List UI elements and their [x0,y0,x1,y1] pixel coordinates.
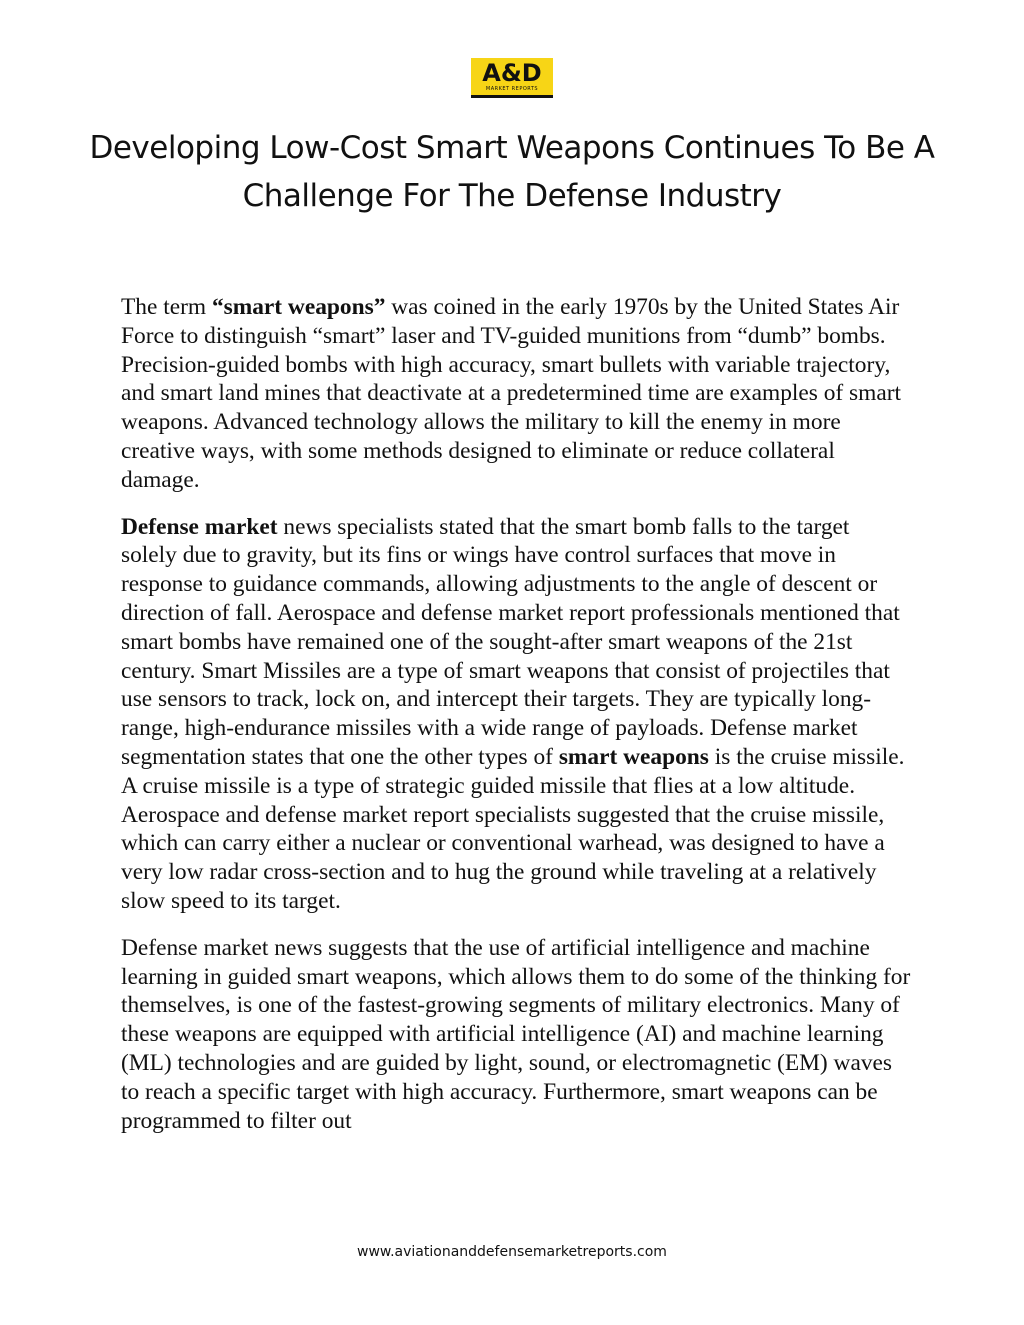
paragraph-2 [121,513,911,916]
paragraph-2-bold-1: Defense market [121,513,278,540]
paragraph-1-bold: “smart weapons” [211,294,386,320]
paragraph-2-text-1: news specialists stated that the smart bomb falls to the target solely due to gravity, but its fins or wings have control surfaces that move in response to guidance commands, allowing adjustments to the angle of descent or direction of fall. Aerospace and defense market report professionals mentioned that smart bombs have remained one of the sought-after smart weapons of the 21st century. Smart Missiles are a type of smart weapons that consist of projectiles that use sensors to track, lock on, and intercept their targets. They are typically long-range, high-endurance missiles with a wide range of payloads. Defense market segmentation states that one the other types of [121,513,900,770]
article-body [121,293,911,1153]
paragraph-1-rest: was coined in the early 1970s by the United States Air Force to distinguish “smart” laser and TV-guided munitions from “dumb” bombs. Precision-guided bombs with high accuracy, smart bullets with variable trajectory, and smart land mines that deactivate at a predetermined time are examples of smart weapons. Advanced technology allows the military to kill the enemy in more creative ways, with some methods designed to eliminate or reduce collateral damage. [121,294,902,493]
paragraph-3 [121,934,911,1136]
paragraph-1-lead: The term [121,294,212,320]
logo-mark: A&D [482,59,542,87]
page-title: Developing Low-Cost Smart Weapons Continues To Be A Challenge For The Defense Industry [89,130,935,214]
paragraph-3-text: Defense market news suggests that the use of artificial intelligence and machine learning in guided smart weapons, which allows them to do some of the thinking for themselves, is one of the fastest-growing segments of military electronics. Many of these weapons are equipped with artificial intelligence (AI) and machine learning (ML) technologies and are guided by light, sound, or electromagnetic (EM) waves to reach a specific target with high accuracy. Furthermore, smart weapons can be programmed to filter out [121,934,911,1134]
paragraph-2-bold-2: smart weapons [558,743,709,770]
footer-url: www.aviationanddefensemarketreports.com [357,1244,667,1260]
logo-subtext: MARKET REPORTS [485,86,539,92]
paragraph-2-text-2: is the cruise missile. A cruise missile is a type of strategic guided missile that flies at a low altitude. Aerospace and defense market report specialists suggested that the cruise missile, which can carry either a nuclear or conventional warhead, was designed to have a very low radar cross-section and to hug the ground while traveling at a relatively slow speed to its target. [121,743,905,914]
paragraph-1 [121,293,911,495]
brand-logo [471,58,553,98]
